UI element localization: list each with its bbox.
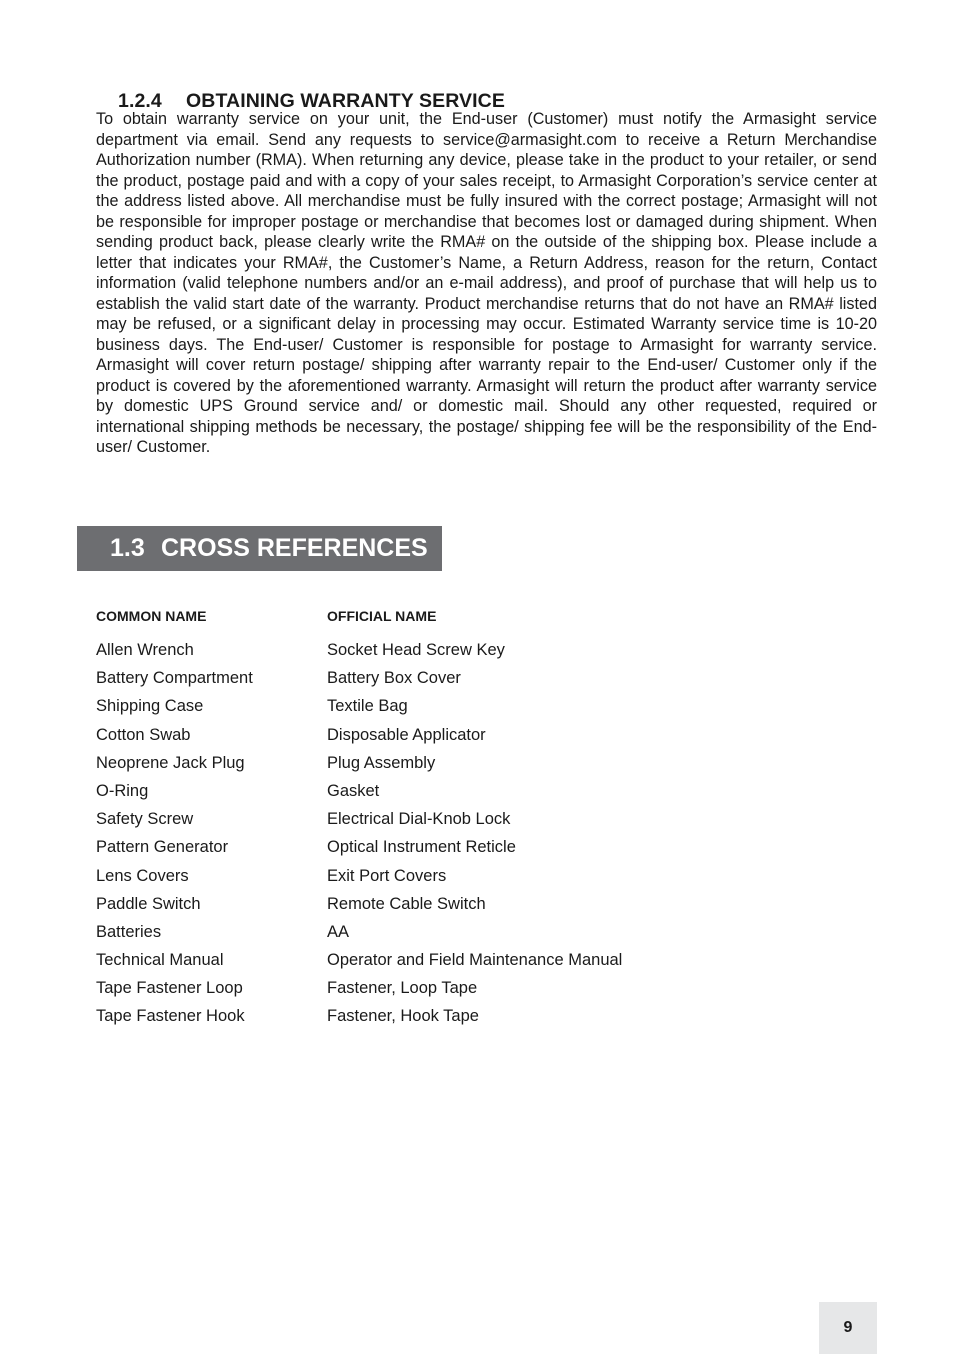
page-number: 9 [819, 1302, 877, 1354]
official-name-cell: Disposable Applicator [327, 725, 486, 744]
common-name-cell: Tape Fastener Loop [96, 979, 243, 998]
official-name-cell: Exit Port Covers [327, 866, 447, 885]
official-name-cell: Fastener, Hook Tape [327, 1007, 479, 1026]
table-row [96, 974, 747, 1002]
warranty-body-paragraph: To obtain warranty service on your unit, the End-user (Customer) must notify the Armasight service department via email. Send any requests to service@armasight.com to receive a Return Merchandise Authorization number (RMA). When returning any device, please take in the product to your retailer, or send the product, postage paid and with a copy of your sales receipt, to Armasight Corporation’s service center at the address listed above. All merchandise must be fully insured with the correct postage; Armasight will not be responsible for improper postage or merchandise that becomes lost or damaged during shipment. When sending product back, please clearly write the RMA# on the outside of the shipping box. Please include a letter that indicates your RMA#, the Customer’s Name, a Return Address, reason for the return, Contact information (valid telephone numbers and/or an e-mail address), and proof of purchase that will help us to establish the valid start date of the warranty. Product merchandise returns that do not have an RMA# listed may be refused, or a significant delay in processing may occur. Estimated Warranty service time is 10-20 business days. The End-user/ Customer is responsible for postage to Armasight for warranty service. Armasight will cover return postage/ shipping after warranty repair to the End-user/ Customer only if the product is covered by the aforementioned warranty. Armasight will return the product after warranty service by domestic UPS Ground service and/ or domestic mail. Should any other requested, required or international shipping methods be necessary, the postage/ shipping fee will be the responsibility of the End-user/ Customer. [96, 110, 877, 456]
table-row [96, 664, 747, 692]
official-name-cell: Operator and Field Maintenance Manual [327, 951, 623, 970]
official-name-cell: AA [327, 922, 350, 941]
common-name-cell: Safety Screw [96, 810, 194, 829]
official-name-cell: Electrical Dial-Knob Lock [327, 810, 511, 829]
warranty-section-number: 1.2.4 [118, 90, 162, 113]
table-row [96, 833, 747, 861]
official-name-cell: Plug Assembly [327, 753, 436, 772]
common-name-cell: Tape Fastener Hook [96, 1007, 245, 1026]
common-name-cell: Allen Wrench [96, 641, 194, 659]
table-row [96, 890, 747, 918]
column-header-common-name: COMMON NAME [96, 608, 207, 624]
common-name-cell: Cotton Swab [96, 725, 191, 744]
cross-references-table [96, 604, 747, 1031]
table-row [96, 918, 747, 946]
table-row [96, 1002, 747, 1030]
table-row [96, 777, 747, 805]
common-name-cell: Paddle Switch [96, 894, 201, 913]
common-name-cell: Lens Covers [96, 866, 189, 885]
table-row [96, 636, 747, 664]
official-name-cell: Battery Box Cover [327, 669, 461, 688]
official-name-cell: Gasket [327, 781, 380, 800]
table-row [96, 692, 747, 720]
cross-references-banner [77, 526, 442, 571]
column-header-official-name: OFFICIAL NAME [327, 608, 437, 624]
warranty-section-title: OBTAINING WARRANTY SERVICE [186, 90, 505, 113]
common-name-cell: O-Ring [96, 781, 149, 800]
common-name-cell: Battery Compartment [96, 669, 253, 688]
table-row [96, 721, 747, 749]
table-row [96, 749, 747, 777]
table-row [96, 862, 747, 890]
common-name-cell: Shipping Case [96, 697, 204, 716]
common-name-cell: Neoprene Jack Plug [96, 753, 245, 772]
official-name-cell: Optical Instrument Reticle [327, 838, 516, 857]
cross-references-title: CROSS REFERENCES [161, 534, 428, 562]
official-name-cell: Remote Cable Switch [327, 894, 486, 913]
table-row [96, 946, 747, 974]
table-header-row [96, 604, 747, 628]
table-row [96, 805, 747, 833]
official-name-cell: Textile Bag [327, 697, 408, 716]
official-name-cell: Fastener, Loop Tape [327, 979, 478, 998]
official-name-cell: Socket Head Screw Key [327, 641, 505, 659]
common-name-cell: Pattern Generator [96, 838, 229, 857]
common-name-cell: Technical Manual [96, 951, 224, 970]
common-name-cell: Batteries [96, 922, 162, 941]
cross-references-number: 1.3 [110, 534, 145, 562]
